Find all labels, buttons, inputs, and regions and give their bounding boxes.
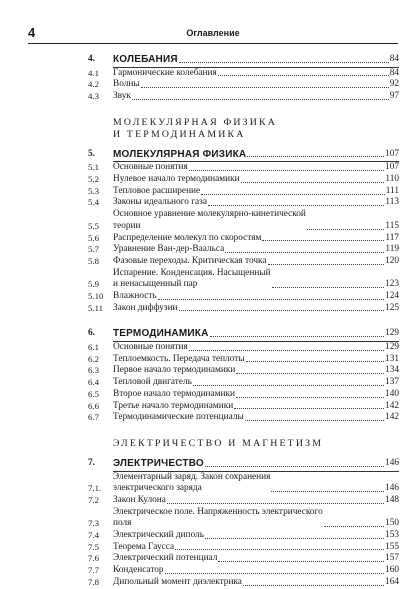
entry-number: 5.9 <box>88 279 99 290</box>
dot-leader <box>165 573 384 574</box>
entry-number: 5.11 <box>88 302 104 313</box>
header-rule <box>28 43 398 44</box>
part-heading <box>113 117 399 141</box>
entry-title-line: и ненасыщенный пар <box>113 279 198 290</box>
dot-leader <box>324 526 384 527</box>
entry-page: 107 <box>385 162 399 173</box>
entry-title: Тепловое расширение <box>113 185 201 196</box>
dot-leader <box>189 170 384 171</box>
entry-page: 110 <box>385 174 399 185</box>
dot-leader <box>271 491 384 492</box>
entry-title <box>113 209 306 232</box>
toc-entry[interactable] <box>88 565 399 577</box>
entry-title: Основные понятия <box>113 162 188 173</box>
entry-page: 142 <box>385 400 399 411</box>
entry-page: 140 <box>385 388 399 399</box>
chapter-entry[interactable] <box>88 328 399 340</box>
entry-title <box>113 472 270 495</box>
dot-leader <box>225 252 384 253</box>
chapter-number: 5. <box>88 148 95 159</box>
dot-leader <box>179 62 389 63</box>
entry-number: 5.2 <box>88 174 99 185</box>
chapter-entry[interactable] <box>88 457 399 470</box>
entry-title-line: поля <box>113 518 132 529</box>
toc-entry[interactable] <box>88 267 399 291</box>
entry-page: 164 <box>385 576 399 587</box>
entry-number: 4.1 <box>88 67 99 78</box>
dot-leader <box>179 310 385 311</box>
entry-page: 137 <box>385 377 399 388</box>
toc-entry[interactable] <box>88 291 399 303</box>
toc-entry[interactable] <box>88 197 399 210</box>
dot-leader <box>307 229 384 230</box>
entry-number: 5.4 <box>88 197 99 208</box>
entry-title: Первое начало термодинамики <box>113 365 236 376</box>
entry-title-line: Электрическое поле. Напряженность электрического <box>113 506 323 517</box>
toc-entry[interactable] <box>88 244 399 256</box>
entry-title: Конденсатор <box>113 565 164 576</box>
entry-number: 7.8 <box>88 576 99 587</box>
entry-title: Закон Кулона <box>113 494 166 505</box>
toc-entry[interactable] <box>88 377 399 389</box>
entry-title: Звук <box>113 91 131 102</box>
entry-title: Влажность <box>113 291 157 302</box>
toc-entry[interactable] <box>88 232 399 245</box>
dot-leader <box>268 264 385 265</box>
entry-number: 7.3 <box>88 518 99 529</box>
entry-number: 6.2 <box>88 353 99 364</box>
entry-page: 111 <box>385 185 399 196</box>
entry-title <box>113 268 271 291</box>
dot-leader <box>189 350 384 351</box>
entry-title-line: Основное уравнение молекулярно-кинетической <box>113 209 306 220</box>
entry-page: 146 <box>385 483 399 494</box>
dot-leader <box>218 75 389 76</box>
entry-number: 6.7 <box>88 412 99 423</box>
entry-title: Волны <box>113 79 140 90</box>
toc-entry[interactable] <box>88 541 399 554</box>
entry-title: Основные понятия <box>113 342 188 353</box>
entry-page: 157 <box>385 553 399 564</box>
toc-entry[interactable] <box>88 530 399 542</box>
entry-number: 5.8 <box>88 255 99 266</box>
part-heading-line: ЭЛЕКТРИЧЕСТВО И МАГНЕТИЗМ <box>113 437 324 449</box>
dot-leader <box>167 503 384 504</box>
entry-title: Третье начало термодинамики <box>113 400 234 411</box>
dot-leader <box>246 361 384 362</box>
entry-title: Второе начало термодинамики <box>113 388 235 399</box>
entry-number: 5.6 <box>88 232 99 243</box>
entry-page: 134 <box>385 365 399 376</box>
dot-leader <box>208 205 384 206</box>
part-heading <box>113 438 399 450</box>
entry-title: Закон диффузии <box>113 302 178 313</box>
entry-page: 92 <box>389 79 399 90</box>
entry-page: 120 <box>385 255 399 266</box>
entry-title: Теплоемкость. Передача теплоты <box>113 353 245 364</box>
entry-title-line: теории <box>113 220 141 231</box>
dot-leader <box>205 538 384 539</box>
entry-number: 6.1 <box>88 342 99 353</box>
page-header <box>28 26 398 42</box>
dot-leader <box>272 287 384 288</box>
toc-entry[interactable] <box>88 174 399 186</box>
dot-leader <box>241 182 385 183</box>
entry-page: 123 <box>385 279 399 290</box>
entry-title: Теорема Гаусса <box>113 541 175 552</box>
entry-page: 153 <box>385 530 399 541</box>
entry-number: 7.6 <box>88 553 99 564</box>
section-gap <box>113 314 399 324</box>
entry-page: 115 <box>385 220 399 231</box>
entry-number: 6.3 <box>88 365 99 376</box>
entry-title: Термодинамические потенциалы <box>113 412 244 423</box>
toc-entry[interactable] <box>88 506 399 530</box>
part-heading-line: И ТЕРМОДИНАМИКА <box>113 128 246 140</box>
toc-entry[interactable] <box>88 553 399 565</box>
entry-number: 6.5 <box>88 388 99 399</box>
toc-entry[interactable] <box>88 209 399 232</box>
dot-leader <box>218 561 384 562</box>
entry-title <box>113 507 323 530</box>
entry-title: Электрический диполь <box>113 530 205 541</box>
toc-entry[interactable] <box>88 185 399 198</box>
entry-title: Тепловой двигатель <box>113 377 192 388</box>
entry-title: Гармонические колебания <box>113 67 217 78</box>
running-title: Оглавление <box>186 28 240 38</box>
table-of-contents <box>88 50 399 589</box>
chapter-page: 146 <box>385 457 399 468</box>
toc-entry[interactable] <box>88 388 399 401</box>
entry-title: Законы идеального газа <box>113 197 207 208</box>
dot-leader <box>247 156 384 157</box>
chapter-title: МОЛЕКУЛЯРНАЯ ФИЗИКА <box>113 148 247 160</box>
entry-page: 97 <box>389 91 399 102</box>
chapter-page: 107 <box>385 148 399 159</box>
entry-page: 84 <box>389 67 399 78</box>
entry-number: 7.4 <box>88 530 99 541</box>
chapter-title: ЭЛЕКТРИЧЕСТВО <box>113 457 204 469</box>
entry-title: Электрический потенциал <box>113 553 218 564</box>
entry-title-line: Испарение. Конденсация. Насыщенный <box>113 267 271 278</box>
entry-page: 150 <box>385 518 399 529</box>
toc-entry[interactable] <box>88 162 399 174</box>
toc-entry[interactable] <box>88 353 399 366</box>
entry-title-line: электрического заряда <box>113 483 202 494</box>
entry-page: 148 <box>385 494 399 505</box>
entry-number: 7.2 <box>88 494 99 505</box>
entry-number: 6.4 <box>88 377 99 388</box>
entry-number: 5.1 <box>88 162 99 173</box>
part-heading-line: МОЛЕКУЛЯРНАЯ ФИЗИКА <box>113 116 278 128</box>
entry-page: 155 <box>385 541 399 552</box>
dot-leader <box>243 585 384 586</box>
toc-entry[interactable] <box>88 412 399 424</box>
chapter-title: ТЕРМОДИНАМИКА <box>113 328 209 340</box>
entry-page: 131 <box>385 353 399 364</box>
dot-leader <box>245 420 384 421</box>
chapter-page: 129 <box>385 328 399 339</box>
chapter-title: КОЛЕБАНИЯ <box>113 53 178 65</box>
entry-page: 117 <box>385 232 399 243</box>
chapter-entry[interactable] <box>88 53 399 66</box>
chapter-number: 7. <box>88 457 95 468</box>
entry-number: 6.6 <box>88 400 99 411</box>
toc-entry[interactable] <box>88 67 399 80</box>
chapter-page: 84 <box>389 53 399 64</box>
toc-entry[interactable] <box>88 400 399 413</box>
toc-entry[interactable] <box>88 255 399 268</box>
entry-number: 7.7 <box>88 565 99 576</box>
dot-leader <box>236 397 384 398</box>
chapter-number: 6. <box>88 328 95 339</box>
entry-number: 5.3 <box>88 185 99 196</box>
entry-title: Распределение молекул по скоростям <box>113 232 262 243</box>
entry-page: 119 <box>385 244 399 255</box>
entry-number: 5.7 <box>88 244 99 255</box>
dot-leader <box>158 299 384 300</box>
entry-page: 129 <box>385 342 399 353</box>
dot-leader <box>236 373 384 374</box>
toc-entry[interactable] <box>88 365 399 377</box>
entry-page: 113 <box>385 197 399 208</box>
toc-entry[interactable] <box>88 471 399 495</box>
entry-title: Уравнение Ван-дер-Ваальса <box>113 244 225 255</box>
entry-number: 7.5 <box>88 541 99 552</box>
entry-title-line: Элементарный заряд. Закон сохранения <box>113 471 271 482</box>
dot-leader <box>132 99 389 100</box>
dot-leader <box>234 408 384 409</box>
chapter-number: 4. <box>88 53 95 64</box>
page-number: 4 <box>28 25 36 40</box>
entry-title: Фазовые переходы. Критическая точка <box>113 255 267 266</box>
entry-page: 160 <box>385 565 399 576</box>
entry-title: Дипольный момент диэлектрика <box>113 576 242 587</box>
entry-number: 5.5 <box>88 220 99 231</box>
entry-number: 7.1. <box>88 483 102 494</box>
entry-title: Нулевое начало термодинамики <box>113 174 240 185</box>
dot-leader <box>141 87 389 88</box>
dot-leader <box>262 240 384 241</box>
dot-leader <box>175 549 384 550</box>
chapter-entry[interactable] <box>88 148 399 161</box>
entry-page: 142 <box>385 412 399 423</box>
entry-page: 124 <box>385 291 399 302</box>
toc-entry[interactable] <box>88 494 399 507</box>
toc-entry[interactable] <box>88 342 399 354</box>
entry-page: 125 <box>385 302 399 313</box>
dot-leader <box>193 385 384 386</box>
toc-entry[interactable] <box>88 302 399 315</box>
entry-number: 5.10 <box>88 291 104 302</box>
toc-entry[interactable] <box>88 91 399 103</box>
toc-entry[interactable] <box>88 576 399 589</box>
dot-leader <box>210 336 385 337</box>
entry-number: 4.3 <box>88 91 99 102</box>
entry-number: 4.2 <box>88 79 99 90</box>
dot-leader <box>205 466 384 467</box>
toc-entry[interactable] <box>88 79 399 91</box>
dot-leader <box>201 194 385 195</box>
